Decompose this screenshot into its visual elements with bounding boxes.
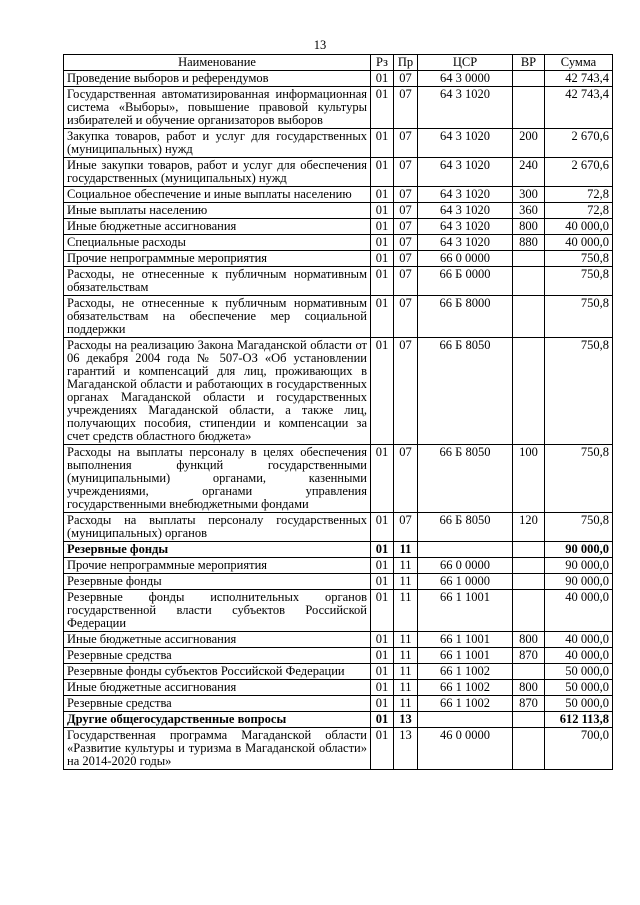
cell-sum: 50 000,0: [545, 696, 613, 712]
cell-rz: 01: [371, 558, 394, 574]
cell-vr: [513, 558, 545, 574]
cell-csr: 64 3 1020: [418, 87, 513, 129]
cell-csr: 66 Б 8050: [418, 338, 513, 445]
table-row: [64, 87, 613, 129]
cell-name: Резервные фонды субъектов Российской Федерации: [64, 664, 371, 680]
cell-rz: 01: [371, 648, 394, 664]
cell-csr: 64 3 1020: [418, 187, 513, 203]
header-vr: ВР: [513, 55, 545, 71]
cell-csr: 66 1 1002: [418, 680, 513, 696]
header-pr: Пр: [394, 55, 418, 71]
table-row: [64, 648, 613, 664]
cell-rz: 01: [371, 267, 394, 296]
cell-sum: 2 670,6: [545, 129, 613, 158]
header-rz: Рз: [371, 55, 394, 71]
table-row: [64, 680, 613, 696]
cell-rz: 01: [371, 513, 394, 542]
cell-name: Иные бюджетные ассигнования: [64, 680, 371, 696]
cell-csr: [418, 542, 513, 558]
cell-rz: 01: [371, 219, 394, 235]
cell-csr: 66 1 1001: [418, 648, 513, 664]
cell-pr: 07: [394, 203, 418, 219]
cell-sum: 50 000,0: [545, 680, 613, 696]
cell-name: Прочие непрограммные мероприятия: [64, 558, 371, 574]
cell-rz: 01: [371, 680, 394, 696]
cell-vr: 120: [513, 513, 545, 542]
cell-name: Проведение выборов и референдумов: [64, 71, 371, 87]
cell-vr: 240: [513, 158, 545, 187]
cell-name: Резервные средства: [64, 648, 371, 664]
table-row: [64, 542, 613, 558]
cell-vr: 200: [513, 129, 545, 158]
cell-name: Расходы на выплаты персоналу государственных (муниципальных) органов: [64, 513, 371, 542]
cell-name: Другие общегосударственные вопросы: [64, 712, 371, 728]
table-row: [64, 296, 613, 338]
cell-sum: 40 000,0: [545, 648, 613, 664]
cell-pr: 11: [394, 632, 418, 648]
cell-pr: 07: [394, 87, 418, 129]
cell-vr: 800: [513, 632, 545, 648]
cell-pr: 07: [394, 71, 418, 87]
cell-sum: 750,8: [545, 338, 613, 445]
table-row: [64, 664, 613, 680]
cell-rz: 01: [371, 87, 394, 129]
cell-pr: 11: [394, 648, 418, 664]
cell-pr: 11: [394, 680, 418, 696]
cell-csr: 66 0 0000: [418, 558, 513, 574]
table-row: [64, 696, 613, 712]
cell-sum: 612 113,8: [545, 712, 613, 728]
cell-pr: 07: [394, 296, 418, 338]
page-number: 13: [313, 38, 327, 52]
cell-rz: 01: [371, 574, 394, 590]
cell-csr: 64 3 1020: [418, 235, 513, 251]
cell-rz: 01: [371, 203, 394, 219]
cell-csr: 66 Б 0000: [418, 267, 513, 296]
table-row: [64, 187, 613, 203]
cell-pr: 07: [394, 338, 418, 445]
cell-rz: 01: [371, 664, 394, 680]
cell-name: Социальное обеспечение и иные выплаты населению: [64, 187, 371, 203]
cell-rz: 01: [371, 129, 394, 158]
cell-name: Расходы, не отнесенные к публичным нормативным обязательствам: [64, 267, 371, 296]
cell-rz: 01: [371, 696, 394, 712]
cell-vr: 300: [513, 187, 545, 203]
cell-name: Расходы, не отнесенные к публичным нормативным обязательствам на обеспечение мер социальной поддержки: [64, 296, 371, 338]
cell-rz: 01: [371, 542, 394, 558]
cell-sum: 750,8: [545, 296, 613, 338]
table-row: [64, 267, 613, 296]
cell-name: Закупка товаров, работ и услуг для государственных (муниципальных) нужд: [64, 129, 371, 158]
cell-sum: 90 000,0: [545, 542, 613, 558]
cell-pr: 07: [394, 158, 418, 187]
cell-vr: [513, 71, 545, 87]
table-row: [64, 129, 613, 158]
cell-csr: [418, 712, 513, 728]
table-row: [64, 71, 613, 87]
cell-csr: 66 1 1001: [418, 590, 513, 632]
cell-sum: 700,0: [545, 728, 613, 770]
table-row: [64, 203, 613, 219]
cell-pr: 11: [394, 574, 418, 590]
cell-vr: [513, 574, 545, 590]
cell-pr: 07: [394, 267, 418, 296]
cell-vr: [513, 590, 545, 632]
cell-name: Государственная автоматизированная информационная система «Выборы», повышение правовой культуры избирателей и обучение организаторов выборов: [64, 87, 371, 129]
cell-name: Государственная программа Магаданской области «Развитие культуры и туризма в Магаданской области» на 2014-2020 годы»: [64, 728, 371, 770]
cell-csr: 46 0 0000: [418, 728, 513, 770]
cell-rz: 01: [371, 445, 394, 513]
cell-vr: [513, 267, 545, 296]
cell-csr: 66 Б 8050: [418, 513, 513, 542]
cell-rz: 01: [371, 338, 394, 445]
table-row: [64, 728, 613, 770]
header-sum: Сумма: [545, 55, 613, 71]
cell-rz: 01: [371, 712, 394, 728]
cell-pr: 11: [394, 696, 418, 712]
cell-name: Иные бюджетные ассигнования: [64, 632, 371, 648]
cell-name: Прочие непрограммные мероприятия: [64, 251, 371, 267]
cell-vr: 880: [513, 235, 545, 251]
cell-sum: 40 000,0: [545, 590, 613, 632]
cell-sum: 750,8: [545, 513, 613, 542]
cell-sum: 72,8: [545, 203, 613, 219]
cell-csr: 66 1 0000: [418, 574, 513, 590]
cell-name: Резервные фонды исполнительных органов государственной власти субъектов Российской Федерации: [64, 590, 371, 632]
cell-pr: 07: [394, 129, 418, 158]
cell-pr: 13: [394, 712, 418, 728]
cell-rz: 01: [371, 158, 394, 187]
cell-csr: 64 3 1020: [418, 203, 513, 219]
cell-csr: 66 1 1002: [418, 696, 513, 712]
table-row: [64, 235, 613, 251]
cell-pr: 11: [394, 664, 418, 680]
cell-rz: 01: [371, 251, 394, 267]
cell-pr: 07: [394, 251, 418, 267]
cell-pr: 07: [394, 187, 418, 203]
cell-sum: 40 000,0: [545, 235, 613, 251]
cell-pr: 07: [394, 513, 418, 542]
table-row: [64, 219, 613, 235]
cell-sum: 40 000,0: [545, 632, 613, 648]
cell-vr: 800: [513, 219, 545, 235]
header-row: [64, 55, 613, 71]
cell-csr: 66 1 1002: [418, 664, 513, 680]
table-row: [64, 251, 613, 267]
cell-name: Резервные фонды: [64, 574, 371, 590]
header-csr: ЦСР: [418, 55, 513, 71]
cell-csr: 64 3 1020: [418, 219, 513, 235]
cell-vr: 100: [513, 445, 545, 513]
cell-pr: 07: [394, 445, 418, 513]
cell-sum: 42 743,4: [545, 71, 613, 87]
cell-vr: [513, 728, 545, 770]
cell-csr: 64 3 0000: [418, 71, 513, 87]
cell-vr: [513, 542, 545, 558]
cell-rz: 01: [371, 71, 394, 87]
table-row: [64, 632, 613, 648]
cell-sum: 750,8: [545, 251, 613, 267]
cell-sum: 40 000,0: [545, 219, 613, 235]
cell-csr: 66 Б 8000: [418, 296, 513, 338]
cell-rz: 01: [371, 235, 394, 251]
cell-sum: 72,8: [545, 187, 613, 203]
cell-vr: 360: [513, 203, 545, 219]
cell-sum: 750,8: [545, 267, 613, 296]
table-row: [64, 558, 613, 574]
cell-vr: [513, 338, 545, 445]
cell-name: Иные бюджетные ассигнования: [64, 219, 371, 235]
budget-table: [63, 54, 613, 770]
cell-pr: 07: [394, 235, 418, 251]
cell-rz: 01: [371, 728, 394, 770]
cell-vr: [513, 87, 545, 129]
cell-sum: 42 743,4: [545, 87, 613, 129]
cell-sum: 750,8: [545, 445, 613, 513]
table-row: [64, 158, 613, 187]
cell-pr: 13: [394, 728, 418, 770]
cell-csr: 66 0 0000: [418, 251, 513, 267]
cell-pr: 11: [394, 558, 418, 574]
cell-name: Иные закупки товаров, работ и услуг для обеспечения государственных (муниципальных) нужд: [64, 158, 371, 187]
cell-name: Расходы на реализацию Закона Магаданской области от 06 декабря 2004 года № 507-ОЗ «Об установлении гарантий и компенсаций для лиц, проживающих в Магаданской области и работающих в государственных органах Магаданской области и государственных учреждениях Магаданской области, а также лиц, получающих пособия, стипендии и компенсации за счет средств областного бюджета»: [64, 338, 371, 445]
table-row: [64, 445, 613, 513]
cell-name: Резервные фонды: [64, 542, 371, 558]
cell-pr: 11: [394, 542, 418, 558]
table-row: [64, 712, 613, 728]
cell-csr: 64 3 1020: [418, 129, 513, 158]
cell-rz: 01: [371, 632, 394, 648]
table-row: [64, 338, 613, 445]
cell-vr: 870: [513, 696, 545, 712]
cell-pr: 07: [394, 219, 418, 235]
cell-name: Резервные средства: [64, 696, 371, 712]
cell-vr: [513, 251, 545, 267]
table-row: [64, 574, 613, 590]
cell-name: Специальные расходы: [64, 235, 371, 251]
header-name: Наименование: [64, 55, 371, 71]
table-body: [64, 71, 613, 770]
cell-csr: 66 1 1001: [418, 632, 513, 648]
cell-vr: [513, 296, 545, 338]
cell-rz: 01: [371, 296, 394, 338]
cell-sum: 90 000,0: [545, 574, 613, 590]
cell-sum: 2 670,6: [545, 158, 613, 187]
table-row: [64, 590, 613, 632]
cell-vr: [513, 712, 545, 728]
cell-sum: 50 000,0: [545, 664, 613, 680]
cell-rz: 01: [371, 590, 394, 632]
table-row: [64, 513, 613, 542]
cell-vr: 800: [513, 680, 545, 696]
cell-name: Иные выплаты населению: [64, 203, 371, 219]
cell-rz: 01: [371, 187, 394, 203]
cell-csr: 66 Б 8050: [418, 445, 513, 513]
cell-vr: 870: [513, 648, 545, 664]
cell-vr: [513, 664, 545, 680]
cell-pr: 11: [394, 590, 418, 632]
cell-name: Расходы на выплаты персоналу в целях обеспечения выполнения функций государственными (муниципальными) органами, казенными учреждениями, органами управления государственными внебюджетными фондами: [64, 445, 371, 513]
cell-sum: 90 000,0: [545, 558, 613, 574]
cell-csr: 64 3 1020: [418, 158, 513, 187]
